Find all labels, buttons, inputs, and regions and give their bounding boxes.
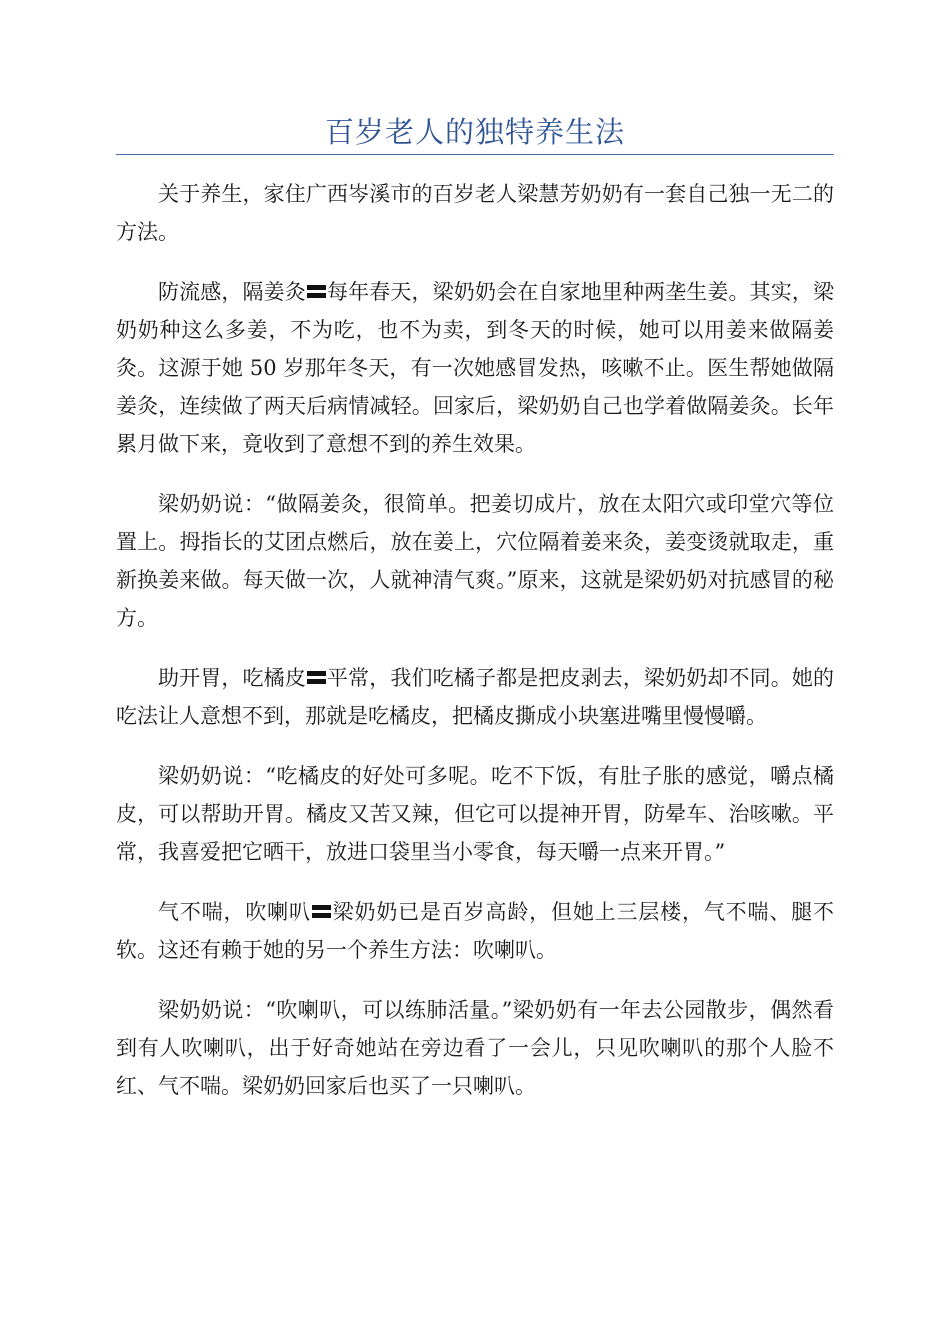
paragraph-text: 梁奶奶已是百岁高龄，但她上三层楼，气不喘、腿不软。这还有赖于她的另一个养生方法：吹喇叭。 bbox=[116, 900, 835, 962]
paragraph-ginger-quote bbox=[116, 485, 834, 637]
separator-mark bbox=[307, 671, 326, 684]
separator-mark bbox=[312, 905, 331, 918]
paragraph-orange-peel bbox=[116, 659, 834, 735]
paragraph-text: 梁奶奶说：“吃橘皮的好处可多呢。吃不下饭，有肚子胀的感觉，嚼点橘皮，可以帮助开胃。橘皮又苦又辣，但它可以提神开胃，防晕车、治咳嗽。平常，我喜爱把它晒干，放进口袋里当小零食，每天嚼一点来开胃。” bbox=[116, 764, 834, 864]
separator-mark bbox=[307, 285, 326, 298]
section-heading: 防流感，隔姜灸 bbox=[158, 280, 306, 304]
paragraph-text: 梁奶奶说：“吹喇叭，可以练肺活量。”梁奶奶有一年去公园散步，偶然看到有人吹喇叭，出于好奇她站在旁边看了一会儿，只见吹喇叭的那个人脸不红、气不喘。梁奶奶回家后也买了一只喇叭。 bbox=[116, 998, 834, 1098]
paragraph-trumpet-quote bbox=[116, 991, 834, 1105]
paragraph-ginger-moxibustion bbox=[116, 273, 834, 463]
paragraph-text: 每年春天，梁奶奶会在自家地里种两垄生姜。其实，梁奶奶种这么多姜，不为吃，也不为卖，到冬天的时候，她可以用姜来做隔姜灸。这源于她 50 岁那年冬天，有一次她感冒发热，咳嗽不止。医生帮她做隔姜灸，连续做了两天后病情减轻。回家后，梁奶奶自己也学着做隔姜灸。长年累月做下来，竟收到了意想不到的养生效果。 bbox=[116, 280, 835, 456]
paragraph-text: 关于养生，家住广西岑溪市的百岁老人梁慧芳奶奶有一套自己独一无二的方法。 bbox=[116, 182, 834, 244]
paragraph-intro bbox=[116, 175, 834, 251]
paragraph-orange-quote bbox=[116, 757, 834, 871]
paragraph-text: 平常，我们吃橘子都是把皮剥去，梁奶奶却不同。她的吃法让人意想不到，那就是吃橘皮，把橘皮撕成小块塞进嘴里慢慢嚼。 bbox=[116, 666, 835, 728]
title-underline bbox=[116, 154, 834, 155]
article-body bbox=[116, 175, 834, 1127]
section-heading: 助开胃，吃橘皮 bbox=[158, 666, 306, 690]
paragraph-text: 梁奶奶说：“做隔姜灸，很简单。把姜切成片，放在太阳穴或印堂穴等位置上。拇指长的艾团点燃后，放在姜上，穴位隔着姜来灸，姜变烫就取走，重新换姜来做。每天做一次，人就神清气爽。”原来，这就是梁奶奶对抗感冒的秘方。 bbox=[116, 492, 834, 630]
page-title: 百岁老人的独特养生法 bbox=[324, 115, 625, 149]
paragraph-trumpet bbox=[116, 893, 834, 969]
section-heading: 气不喘，吹喇叭 bbox=[158, 900, 311, 924]
